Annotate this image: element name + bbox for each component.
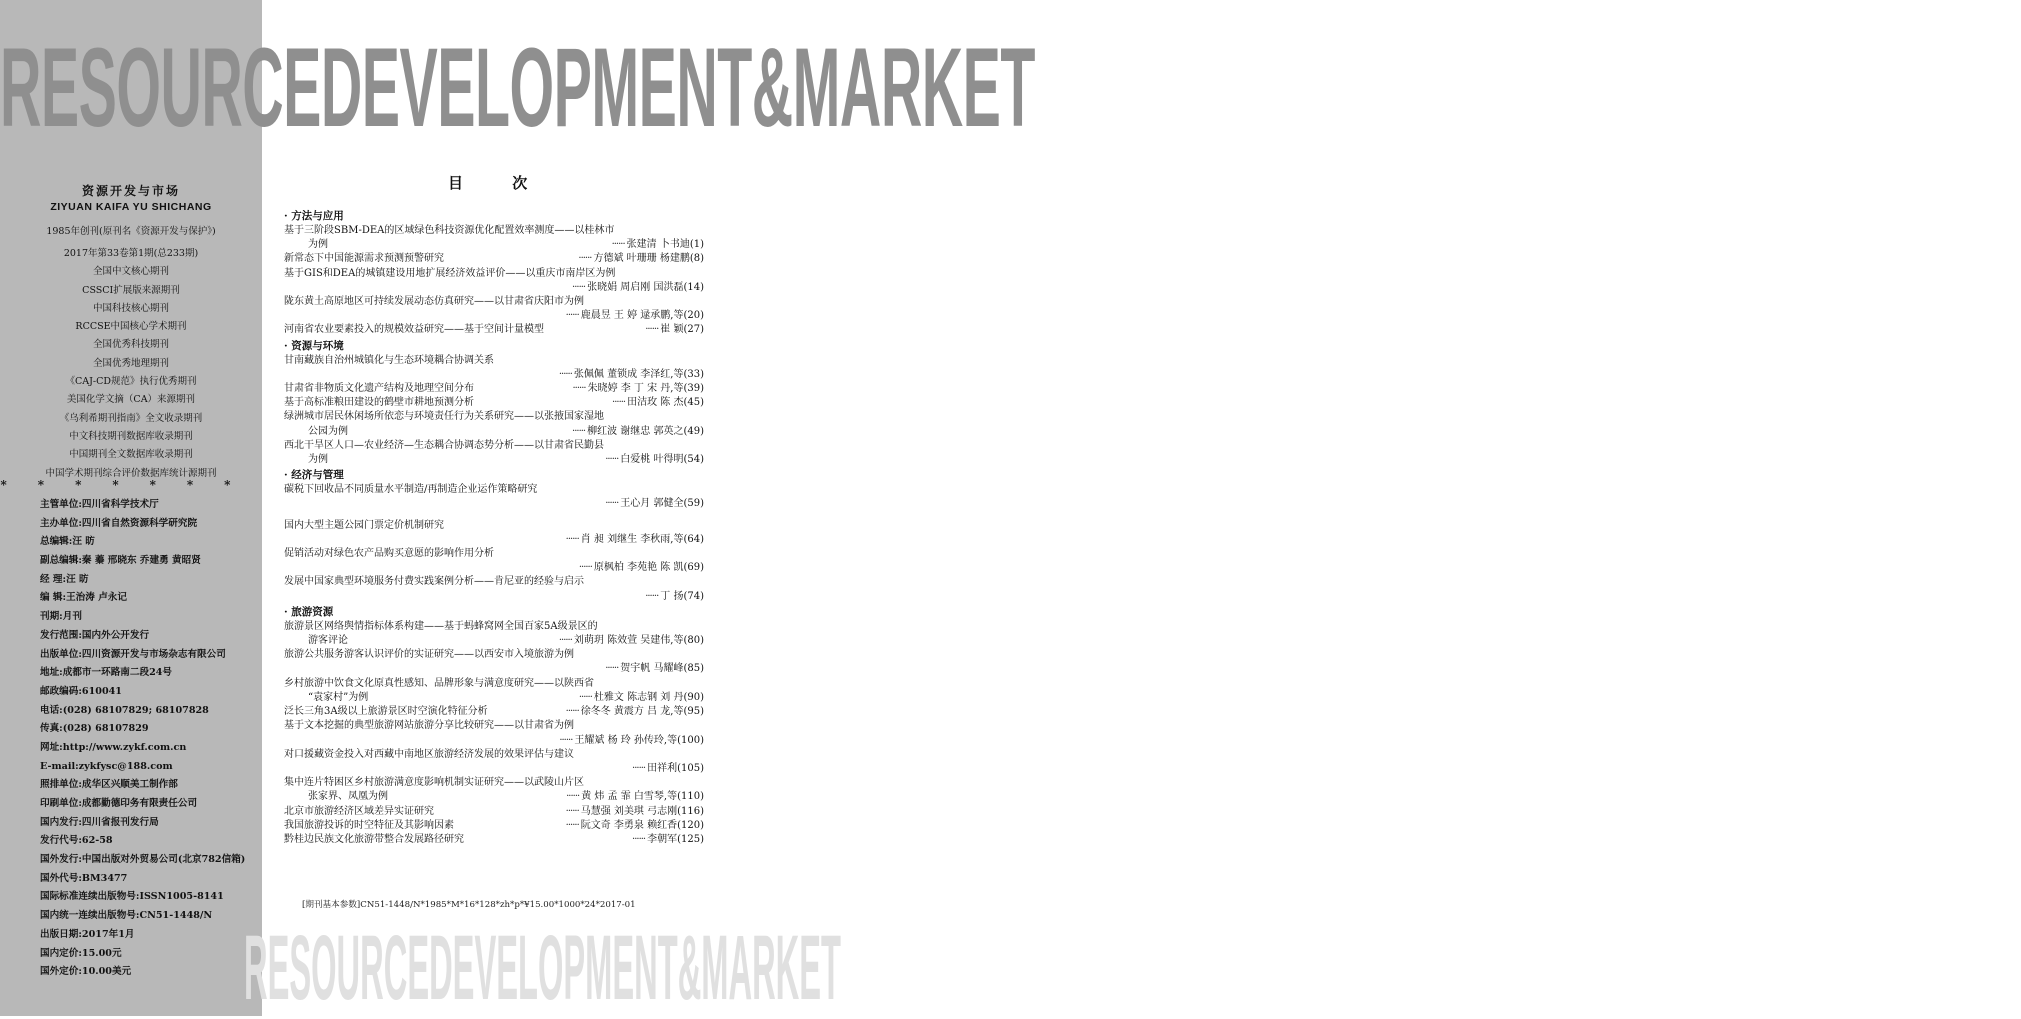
article-title: 黔桂边民族文化旅游带整合发展路径研究 [284, 833, 464, 845]
article-authors-page: ······ 方德斌 叶珊珊 杨建鹏(8) [574, 252, 704, 266]
article-authors-page: ······ 杜雅文 陈志钢 刘 丹(90) [575, 691, 704, 705]
article-title: 旅游公共服务游客认识评价的实证研究——以西安市入境旅游为例 [284, 649, 574, 661]
article-title: 发展中国家典型环境服务付费实践案例分析——肯尼亚的经验与启示 [284, 576, 584, 588]
indexing-list [0, 245, 262, 483]
info-line: 总编辑:汪 昉 [40, 536, 95, 548]
article-title: 甘南藏族自治州城镇化与生态环境耦合协调关系 [284, 354, 494, 366]
article-title-cont: 为例 [308, 454, 328, 466]
article-title: 集中连片特困区乡村旅游满意度影响机制实证研究——以武陵山片区 [284, 777, 584, 789]
star-divider: ******* [0, 478, 262, 492]
article-entry[interactable] [284, 705, 704, 719]
article-entry[interactable] [284, 819, 704, 833]
article-entry[interactable] [284, 648, 704, 676]
article-title-cont [284, 310, 308, 321]
indexing-item: 中国学术期刊综合评价数据库统计源期刊 [45, 467, 217, 479]
info-line: 发行代号:62-58 [40, 835, 113, 847]
article-title: 绿洲城市居民休闲场所依恋与环境责任行为关系研究——以张掖国家湿地 [284, 411, 604, 423]
info-line: 主办单位:四川省自然资源科学研究院 [40, 517, 198, 529]
info-line: 主管单位:四川省科学技术厅 [40, 499, 159, 510]
journal-name: 资源开发与市场 [81, 184, 180, 198]
info-line: 出版日期:2017年1月 [40, 928, 135, 940]
article-title: 国内大型主题公园门票定价机制研究 [284, 519, 444, 531]
article-entry[interactable] [284, 267, 704, 295]
article-authors-page: ······ 徐冬冬 黄震方 吕 龙,等(95) [562, 705, 704, 719]
article-title-cont: 公园为例 [308, 425, 348, 437]
article-title: 基于文本挖掘的典型旅游网站旅游分享比较研究——以甘肃省为例 [284, 720, 574, 732]
article-title-cont: 为例 [308, 239, 328, 251]
footer-title-text: RESOURCEDEVELOPMENT&MARKET [244, 917, 841, 1019]
indexing-item: 美国化学文摘（CA）来源期刊 [66, 394, 196, 406]
article-authors-page: ······ 张建清 卜书迪(1) [608, 238, 704, 252]
article-authors-page: ······ 张晓娟 周启刚 国洪磊(14) [568, 281, 704, 295]
article-entry[interactable] [284, 439, 704, 467]
indexing-item: 中文科技期刊数据库收录期刊 [69, 430, 193, 442]
article-authors-page: ······ 鹿晨昱 王 婷 逯承鹏,等(20) [562, 309, 704, 323]
article-entry[interactable] [284, 410, 704, 438]
info-line: 国内定价:15.00元 [40, 947, 122, 959]
section-heading: · 资源与环境 [284, 339, 344, 352]
article-authors-page: ······ 田祥利(105) [628, 762, 704, 776]
indexing-item: 2017年第33卷第1期(总233期) [63, 248, 199, 259]
info-line: 国内发行:四川省报刊发行局 [40, 816, 159, 828]
info-line: 经 理:汪 昉 [40, 573, 89, 585]
article-authors-page: ······ 马慧强 刘美琪 弓志刚(116) [562, 805, 704, 819]
article-entry[interactable] [284, 748, 704, 776]
article-entry[interactable] [284, 483, 704, 511]
article-title: 新常态下中国能源需求预测预警研究 [284, 253, 444, 265]
indexing-item: 《CAJ-CD规范》执行优秀期刊 [65, 376, 197, 388]
indexing-item: 《乌利希期刊指南》全文收录期刊 [59, 412, 203, 424]
journal-founded: 1985年创刊(原刊名《资源开发与保护》) [46, 226, 216, 237]
journal-pinyin: ZIYUAN KAIFA YU SHICHANG [50, 201, 212, 213]
article-authors-page: ······ 肖 昶 刘继生 李秋雨,等(64) [562, 533, 704, 547]
article-title-cont [284, 663, 308, 674]
article-title: 乡村旅游中饮食文化原真性感知、品牌形象与满意度研究——以陕西省 [284, 677, 594, 689]
article-title-cont: 游客评论 [308, 635, 348, 647]
article-authors-page: ······ 张佩佩 董锁成 李泽红,等(33) [555, 368, 704, 382]
article-authors-page: ······ 王耀斌 杨 玲 孙传玲,等(100) [555, 734, 704, 748]
info-line: 照排单位:成华区兴顺美工制作部 [40, 779, 178, 791]
article-authors-page: ······ 李朝军(125) [628, 833, 704, 847]
article-title-cont [284, 498, 308, 509]
article-authors-page: ······ 朱晓婷 李 丁 宋 丹,等(39) [569, 382, 705, 396]
info-line: 副总编辑:秦 蓁 邢晓东 乔建勇 黄昭贤 [40, 555, 201, 567]
article-title-cont: “袁家村”为例 [308, 691, 369, 703]
info-line: 邮政编码:610041 [40, 685, 122, 697]
article-authors-page: ······ 王心月 郭健全(59) [601, 497, 704, 511]
info-line: 编 辑:王治涛 卢永记 [40, 592, 127, 604]
contents-title: 目 次 [448, 174, 550, 192]
article-authors-page: ······ 贺宇帆 马耀峰(85) [601, 662, 704, 676]
article-title: 基于高标准粮田建设的鹤壁市耕地预测分析 [284, 397, 474, 409]
article-authors-page: ······ 刘萌玥 陈效萱 吴建伟,等(80) [555, 634, 704, 648]
article-entry[interactable] [284, 295, 704, 323]
info-line: 国内统一连续出版物号:CN51-1448/N [40, 910, 213, 922]
indexing-item: 中国科技核心期刊 [92, 302, 169, 314]
article-title: 基于GIS和DEA的城镇建设用地扩展经济效益评价——以重庆市南岸区为例 [284, 267, 616, 279]
article-entry[interactable] [284, 382, 704, 396]
article-entry[interactable] [284, 224, 704, 252]
info-line: 电话:(028) 68107829; 68107828 [40, 704, 209, 716]
info-line: 印刷单位:成都勤德印务有限责任公司 [40, 798, 198, 809]
article-entry[interactable] [284, 547, 704, 575]
article-title-cont [284, 591, 308, 602]
article-title-cont [284, 763, 308, 774]
article-authors-page: ······ 阮文奇 李勇泉 赖红香(120) [562, 819, 704, 833]
article-entry[interactable] [284, 833, 704, 847]
indexing-item: 中国期刊全文数据库收录期刊 [69, 449, 193, 461]
footer-title [244, 917, 841, 1019]
section-heading: · 旅游资源 [284, 605, 334, 618]
publication-info [40, 496, 260, 982]
article-entry[interactable] [284, 252, 704, 266]
article-title: 碳税下回收品不同质量水平制造/再制造企业运作策略研究 [284, 484, 538, 496]
article-entry[interactable] [284, 519, 704, 547]
section-heading: · 经济与管理 [284, 469, 344, 482]
article-title-cont [284, 369, 308, 380]
article-entry[interactable] [284, 575, 704, 603]
indexing-item: RCCSE中国核心学术期刊 [75, 321, 187, 333]
article-title-cont [284, 282, 308, 293]
info-line: 出版单位:四川资源开发与市场杂志有限公司 [40, 648, 226, 660]
masthead-title-text: RESOURCEDEVELOPMENT&MARKET [0, 25, 1035, 150]
article-title: 北京市旅游经济区域差异实证研究 [284, 805, 434, 817]
article-title: 泛长三角3A级以上旅游景区时空演化特征分析 [284, 706, 488, 718]
article-entry[interactable] [284, 719, 704, 747]
article-authors-page: ······ 原枫柏 李苑艳 陈 凯(69) [575, 561, 704, 575]
article-entry[interactable] [284, 354, 704, 382]
indexing-item: 全国中文核心期刊 [92, 266, 169, 278]
article-entry[interactable] [284, 776, 704, 804]
info-line: 刊期:月刊 [40, 611, 82, 623]
article-title-cont [284, 562, 308, 573]
indexing-item: 全国优秀科技期刊 [92, 339, 169, 351]
article-authors-page: ······ 柳红波 谢继忠 郭英之(49) [568, 425, 704, 439]
article-title: 西北干旱区人口—农业经济—生态耦合协调态势分析——以甘肃省民勤县 [284, 439, 604, 451]
info-line: 传真:(028) 68107829 [40, 723, 149, 735]
info-line: E-mail:zykfysc@188.com [40, 760, 173, 772]
article-authors-page: ······ 白爱桃 叶得明(54) [601, 453, 704, 467]
section-heading: · 方法与应用 [284, 210, 344, 222]
info-line: 地址:成都市一环路南二段24号 [40, 667, 173, 679]
article-authors-page: ······ 田洁玫 陈 杰(45) [608, 396, 704, 410]
info-line: 发行范围:国内外公开发行 [40, 629, 150, 641]
article-entry[interactable] [284, 677, 704, 705]
article-authors-page: ······ 黄 炜 孟 霏 白雪琴,等(110) [562, 790, 704, 804]
article-entry[interactable] [284, 620, 704, 648]
article-title: 旅游景区网络舆情指标体系构建——基于蚂蜂窝网全国百家5A级景区的 [284, 620, 598, 632]
info-line: 国际标准连续出版物号:ISSN1005-8141 [40, 891, 224, 903]
info-line: 国外发行:中国出版对外贸易公司(北京782信箱) [40, 854, 246, 866]
info-line: 国外定价:10.00美元 [40, 966, 132, 978]
article-authors-page: ······ 崔 颖(27) [641, 323, 704, 337]
article-entry[interactable] [284, 805, 704, 819]
masthead-title [0, 0, 1035, 175]
article-title-cont [284, 534, 308, 545]
article-title-cont: 张家界、凤凰为例 [308, 791, 388, 803]
article-title-cont [284, 735, 308, 746]
journal-parameters: [期刊基本参数]CN51-1448/N*1985*M*16*128*zh*p*¥15.00*1000*24*2017-01 [302, 900, 636, 910]
article-entry[interactable] [284, 396, 704, 410]
info-line: 国外代号:BM3477 [40, 872, 128, 884]
article-title: 甘肃省非物质文化遗产结构及地理空间分布 [284, 383, 474, 395]
table-of-contents [284, 208, 704, 847]
indexing-item: CSSCI扩展版来源期刊 [82, 284, 180, 296]
indexing-item: 全国优秀地理期刊 [92, 357, 169, 369]
article-title: 河南省农业要素投入的规模效益研究——基于空间计量模型 [284, 324, 544, 336]
article-title: 促销活动对绿色农产品购买意愿的影响作用分析 [284, 548, 494, 560]
article-authors-page: ······ 丁 扬(74) [641, 590, 704, 604]
article-title: 对口援藏资金投入对西藏中南地区旅游经济发展的效果评估与建议 [284, 748, 574, 760]
article-title: 陇东黄土高原地区可持续发展动态仿真研究——以甘肃省庆阳市为例 [284, 296, 584, 308]
article-title: 基于三阶段SBM-DEA的区域绿色科技资源优化配置效率测度——以桂林市 [284, 225, 615, 236]
article-title: 我国旅游投诉的时空特征及其影响因素 [284, 819, 454, 831]
article-entry[interactable] [284, 323, 704, 337]
info-line: 网址:http://www.zykf.com.cn [40, 741, 187, 753]
